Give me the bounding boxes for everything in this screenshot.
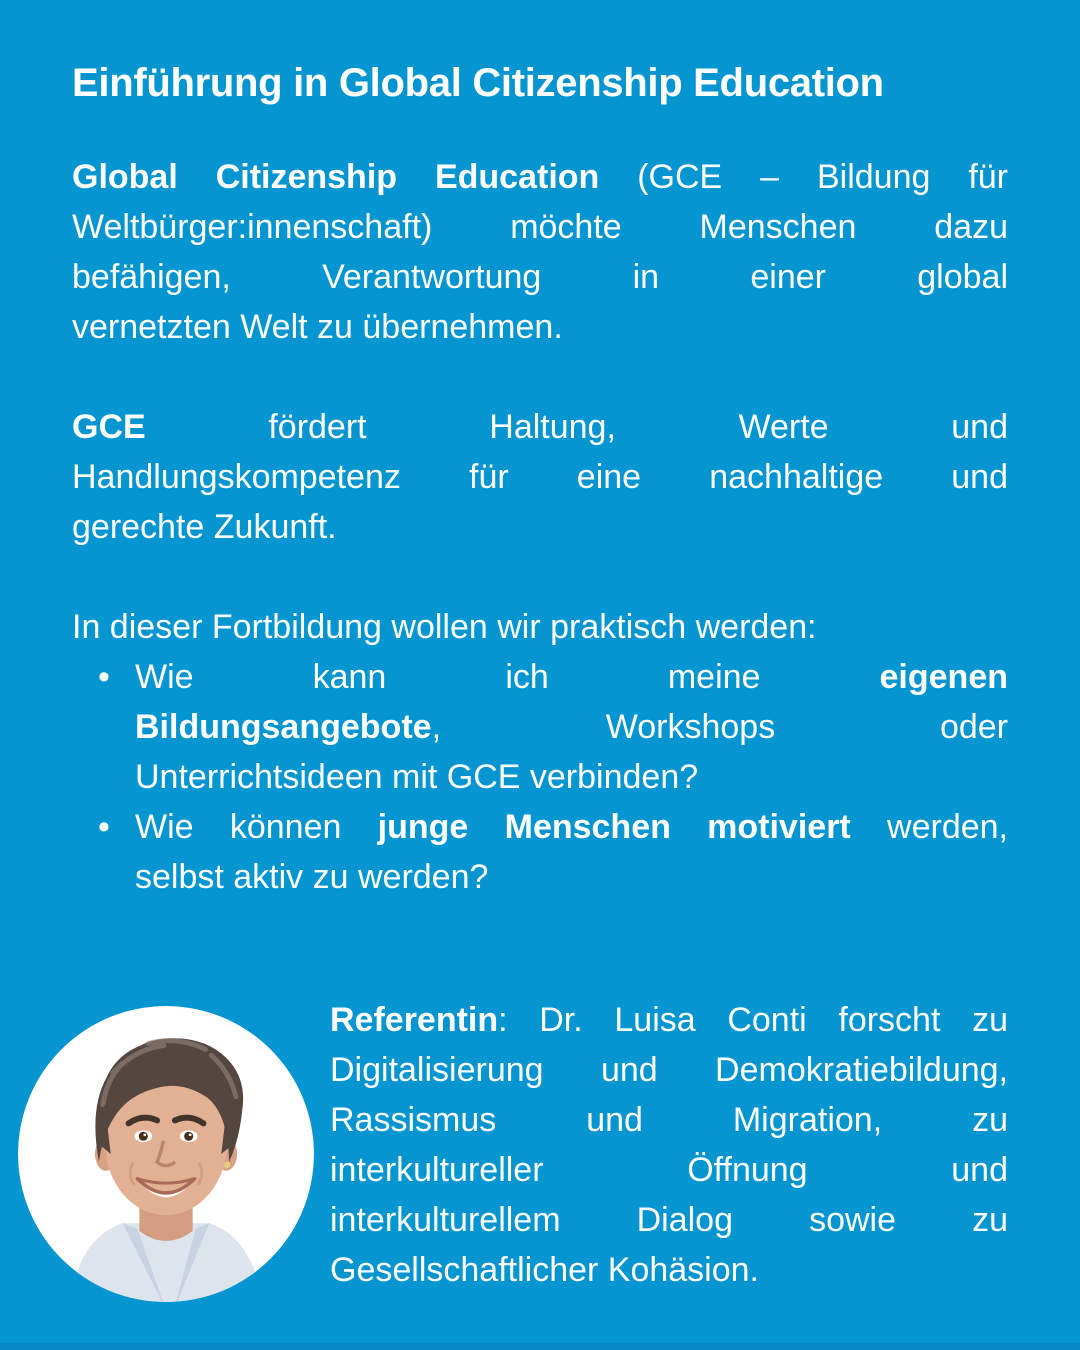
text-line: befähigen, Verantwortung in einer global	[72, 258, 1008, 296]
text-line: gerechte Zukunft.	[72, 508, 337, 546]
bold-text: junge Menschen motiviert	[377, 808, 851, 846]
text-line: Handlungskompetenz für eine nachhaltige und	[72, 458, 1008, 496]
text-line: Weltbürger:innenschaft) möchte Menschen dazu	[72, 208, 1008, 246]
regular-text: werden,	[850, 808, 1009, 846]
regular-text: , Workshops oder	[431, 708, 1008, 746]
bold-text: eigenen	[879, 658, 1008, 696]
text-line	[135, 652, 1008, 702]
paragraph-gce-definition	[72, 152, 1008, 352]
workshop-topics-section	[72, 602, 1008, 902]
list-item	[72, 652, 1008, 802]
bullet-icon: •	[98, 658, 110, 696]
text-line: interkulturellem Dialog sowie zu	[330, 1201, 1008, 1239]
bullet-icon: •	[98, 808, 110, 846]
regular-text: (GCE – Bildung für	[599, 158, 1009, 196]
list-item-text	[135, 802, 1008, 902]
regular-text: Wie können	[135, 808, 378, 846]
speaker-photo	[18, 1006, 314, 1302]
bold-text: Referentin	[330, 1001, 499, 1039]
regular-text: Wie kann ich meine	[135, 658, 880, 696]
paragraph-gce-goals	[72, 402, 1008, 552]
regular-text: : Dr. Luisa Conti forscht zu	[498, 1001, 1008, 1039]
text-line	[330, 995, 1008, 1045]
list-item	[72, 802, 1008, 902]
list-item-text	[135, 652, 1008, 802]
regular-text: fördert Haltung, Werte und	[145, 408, 1008, 446]
text-line: Unterrichtsideen mit GCE verbinden?	[135, 758, 699, 796]
list-intro: In dieser Fortbildung wollen wir praktisch werden:	[72, 608, 817, 646]
text-line: selbst aktiv zu werden?	[135, 858, 489, 896]
text-line	[135, 702, 1008, 752]
bold-text: GCE	[72, 408, 146, 446]
bottom-accent-bar	[0, 1343, 1080, 1350]
text-line: Rassismus und Migration, zu	[330, 1101, 1008, 1139]
text-line	[135, 802, 1008, 852]
text-line: Gesellschaftlicher Kohäsion.	[330, 1251, 760, 1289]
text-line	[72, 152, 1008, 202]
page-title: Einführung in Global Citizenship Education	[72, 61, 884, 105]
text-line: interkultureller Öffnung und	[330, 1151, 1008, 1189]
text-line	[72, 402, 1008, 452]
speaker-bio	[330, 995, 1008, 1295]
text-line: Digitalisierung und Demokratiebildung,	[330, 1051, 1008, 1089]
bold-text: Global Citizenship Education	[72, 158, 600, 196]
text-line: vernetzten Welt zu übernehmen.	[72, 308, 563, 346]
bold-text: Bildungsangebote	[135, 708, 432, 746]
